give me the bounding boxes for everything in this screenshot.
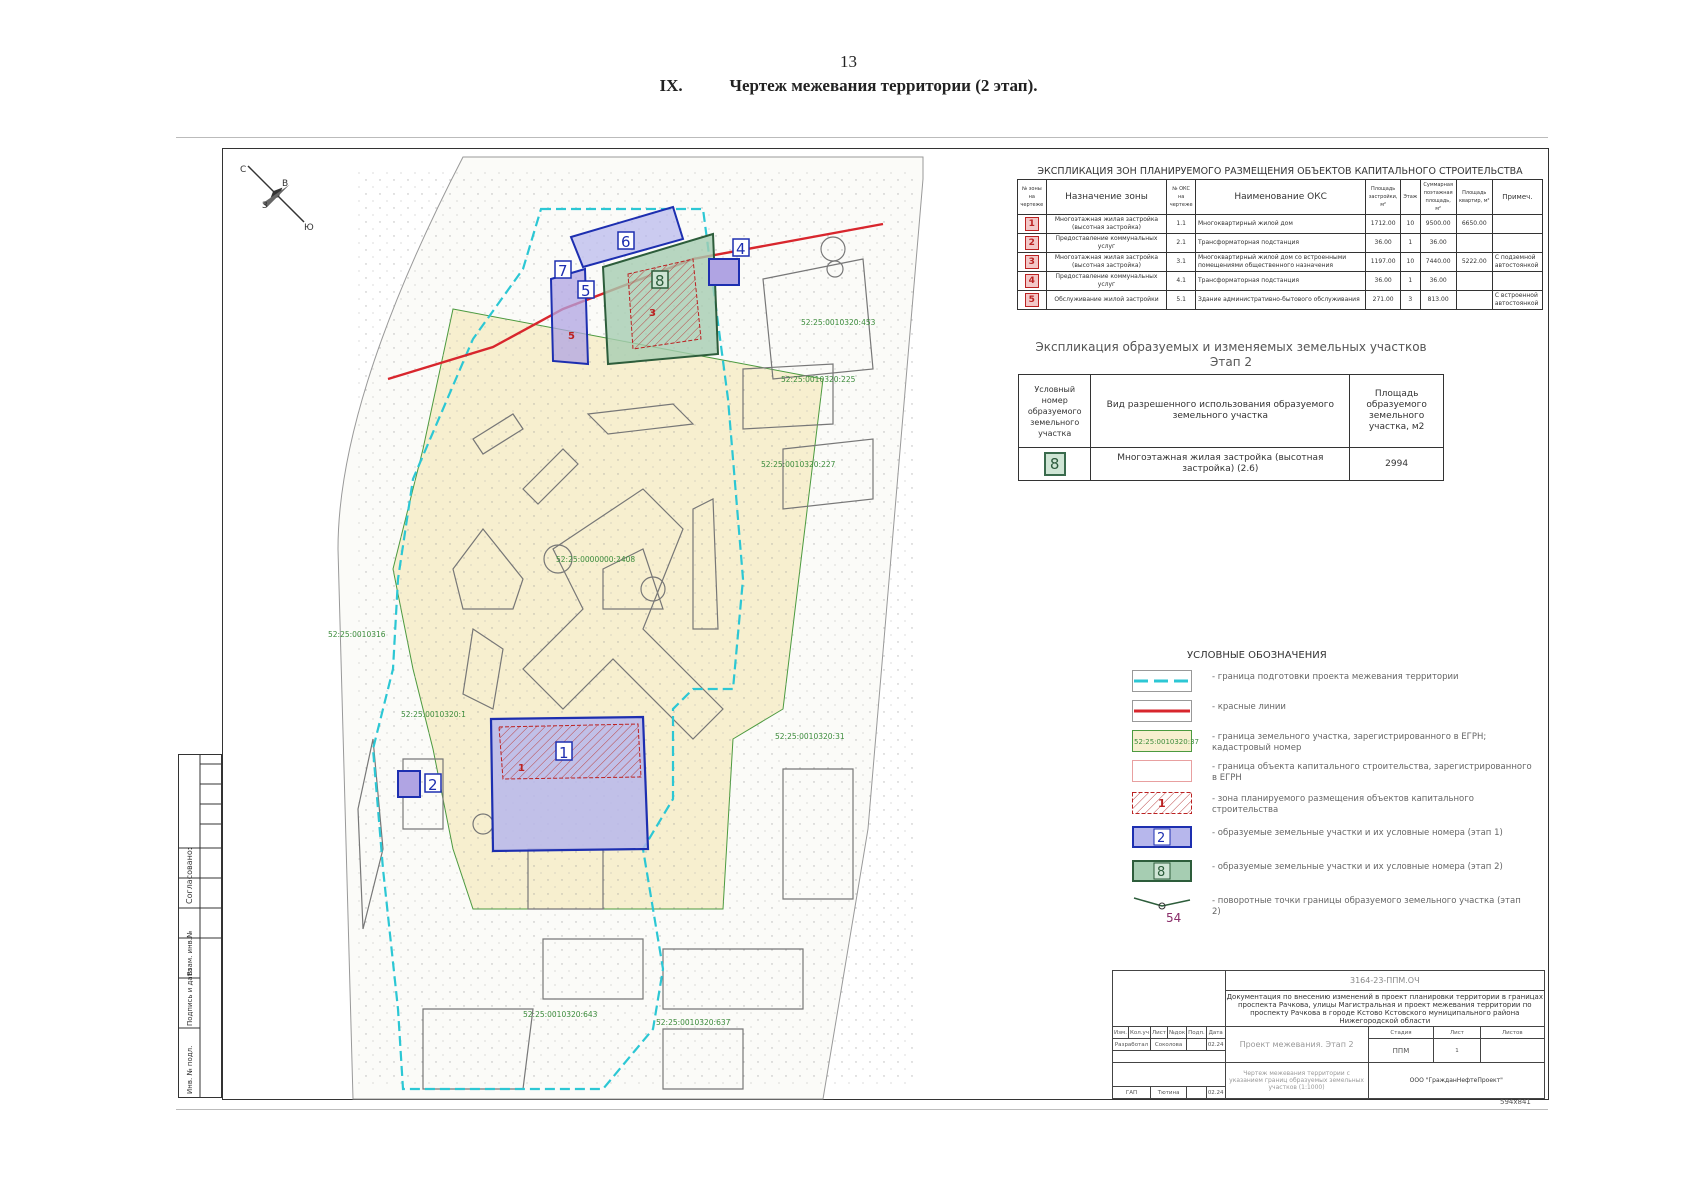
- legend-zone-sample: 1: [1158, 797, 1166, 810]
- legend-boundary-symbol: [1132, 670, 1192, 692]
- stamp-blank-row: [1113, 1051, 1226, 1063]
- th-flats: Площадь квартир, м²: [1456, 180, 1492, 215]
- legend-redline-symbol: [1132, 700, 1192, 722]
- row-oks: 5.1: [1167, 291, 1196, 310]
- row-area: 36.00: [1366, 272, 1401, 291]
- stamp-col-doc: №док: [1167, 1027, 1186, 1039]
- compass-w: З: [262, 201, 268, 211]
- legend-stage1-sample: 2: [1157, 831, 1166, 846]
- row-purpose: Многоэтажная жилая застройка (высотная застройка): [1046, 215, 1167, 234]
- stamp-date1: 02.24: [1206, 1039, 1225, 1051]
- parcel-label-8: 8: [655, 272, 665, 290]
- stamp-blank-row2: [1113, 1063, 1226, 1087]
- zone-badge: 2: [1025, 236, 1039, 250]
- stamp-blank: [1113, 971, 1226, 1027]
- row-floors: 1: [1401, 272, 1421, 291]
- zone-badge: 4: [1025, 274, 1039, 288]
- th-parcel-use: Вид разрешенного использования образуемого земельного участка: [1091, 375, 1350, 448]
- page-number: 13: [840, 52, 857, 71]
- parcel-label-2: 2: [428, 776, 438, 794]
- th-area: Площадь застройки, м²: [1366, 180, 1401, 215]
- row-note: [1492, 215, 1542, 234]
- table2-title: Экспликация образуемых и изменяемых земельных участков: [1035, 340, 1427, 354]
- parcel-label-5: 5: [581, 282, 591, 300]
- compass-n: С: [240, 165, 247, 175]
- row-total: 9500.00: [1420, 215, 1456, 234]
- row-purpose: Предоставление коммунальных услуг: [1046, 234, 1167, 253]
- row-oks: 4.1: [1167, 272, 1196, 291]
- table-row: [1018, 272, 1543, 291]
- row-oks: 3.1: [1167, 253, 1196, 272]
- table-row: [1018, 234, 1543, 253]
- stamp-col-izm: Изм.: [1113, 1027, 1129, 1039]
- table1-title: ЭКСПЛИКАЦИЯ ЗОН ПЛАНИРУЕМОГО РАЗМЕЩЕНИЯ ОБЪЕКТОВ КАПИТАЛЬНОГО СТРОИТЕЛЬСТВА: [1037, 166, 1523, 177]
- legend-point-sample: 54: [1166, 911, 1182, 925]
- stamp-description: Документация по внесению изменений в проект планировки территории в границах проспекта Рачкова, улицы Магистральная и проект межевания территории по проспекту Рачкова в городе Кстово Кстовского муниципального района Нижегородской области: [1226, 992, 1543, 1025]
- stamp-sheet: 1: [1434, 1039, 1480, 1063]
- stamp-dev-role: Разработал: [1113, 1039, 1151, 1051]
- legend-text: - граница объекта капитального строительства, зарегистрированного в ЕГРН: [1212, 762, 1532, 783]
- compass-e: В: [282, 179, 289, 189]
- row-floors: 10: [1401, 253, 1421, 272]
- stamp-stage-head: Стадия: [1368, 1027, 1434, 1039]
- cadastral-label-1: 52:25:0010320:1: [401, 710, 466, 719]
- stamp-col-sign: Подп.: [1187, 1027, 1207, 1039]
- legend-text: - образуемые земельные участки и их условные номера (этап 2): [1212, 862, 1503, 872]
- section-title: Чертеж межевания территории (2 этап).: [729, 76, 1038, 95]
- row-name: Многоквартирный жилой дом со встроенными помещениями общественного назначения: [1196, 253, 1366, 272]
- cadastral-label-31: 52:25:0010320:31: [775, 732, 845, 741]
- th-note: Примеч.: [1492, 180, 1542, 215]
- table-row: [1018, 291, 1543, 310]
- row-purpose: Предоставление коммунальных услуг: [1046, 272, 1167, 291]
- th-parcel-num: Условный номер образуемого земельного участка: [1019, 375, 1091, 448]
- stamp-gap-role: ГАП: [1113, 1087, 1151, 1099]
- cadastral-label-316: 52:25:0010316: [328, 630, 386, 639]
- row-note: [1492, 272, 1542, 291]
- row-floors: 10: [1401, 215, 1421, 234]
- zone-label-1: 1: [518, 763, 525, 774]
- row-area: 271.00: [1366, 291, 1401, 310]
- parcels-table: [1018, 374, 1444, 481]
- row-flats: [1456, 291, 1492, 310]
- side-inv-orig: Инв. № подл.: [186, 1045, 194, 1094]
- paper-size: 594х841: [1500, 1098, 1531, 1106]
- legend-stage2-sample: 8: [1157, 865, 1166, 880]
- stamp-dev-name: Соколова: [1150, 1039, 1186, 1051]
- stamp-sheet-head: Лист: [1434, 1027, 1480, 1039]
- zone-badge: 1: [1025, 217, 1039, 231]
- cadastral-label-637: 52:25:0010320:637: [656, 1018, 731, 1027]
- row-flats: [1456, 234, 1492, 253]
- stamp-sheets: [1480, 1039, 1544, 1063]
- row-flats: [1456, 272, 1492, 291]
- row-note: С встроенной автостоянкой: [1492, 291, 1542, 310]
- row-flats: 6650.00: [1456, 215, 1492, 234]
- parcel-label-4: 4: [736, 240, 746, 258]
- legend-cadastral-symbol: [1132, 730, 1199, 752]
- cadastral-label-227: 52:25:0010320:227: [761, 460, 836, 469]
- row-name: Трансформаторная подстанция: [1196, 234, 1366, 253]
- row-name: Здание административно-бытового обслуживания: [1196, 291, 1366, 310]
- section-roman: IX.: [659, 76, 683, 95]
- parcel-8-badge: 8: [1044, 452, 1066, 476]
- zone-badge: 5: [1025, 293, 1039, 307]
- th-floors: Этаж: [1401, 180, 1421, 215]
- row-floors: 1: [1401, 234, 1421, 253]
- stamp-drawing-title: Чертеж межевания территории с указанием границ образуемых земельных участков (1:1000): [1225, 1063, 1368, 1099]
- stamp-col-kol: Кол.уч: [1128, 1027, 1150, 1039]
- parcel-2-area: [398, 771, 420, 797]
- compass-rose: [240, 165, 314, 233]
- row-name: Трансформаторная подстанция: [1196, 272, 1366, 291]
- row-oks: 2.1: [1167, 234, 1196, 253]
- parcel-4-area: [709, 259, 739, 285]
- section-heading: [0, 76, 1697, 96]
- row-total: 7440.00: [1420, 253, 1456, 272]
- table2-subtitle: Этап 2: [1209, 355, 1253, 369]
- row-parcel-use: Многоэтажная жилая застройка (высотная застройка) (2.6): [1091, 448, 1350, 481]
- legend-stage1-symbol: [1132, 826, 1192, 848]
- legend-oks-symbol: [1132, 760, 1192, 782]
- row-total: 813.00: [1420, 291, 1456, 310]
- legend-title: УСЛОВНЫЕ ОБОЗНАЧЕНИЯ: [1187, 650, 1327, 661]
- th-total: Суммарная поэтажная площадь, м²: [1420, 180, 1456, 215]
- zone-badge: 3: [1025, 255, 1039, 269]
- row-area: 36.00: [1366, 234, 1401, 253]
- stamp-gap-sign: [1187, 1087, 1207, 1099]
- parcel-label-1: 1: [559, 744, 569, 762]
- stamp-doc-title: Проект межевания. Этап 2: [1225, 1027, 1368, 1063]
- stamp-dev-sign: [1187, 1039, 1207, 1051]
- row-name: Многоквартирный жилой дом: [1196, 215, 1366, 234]
- row-total: 36.00: [1420, 234, 1456, 253]
- zones-table-header: [1018, 180, 1543, 215]
- row-flats: 5222.00: [1456, 253, 1492, 272]
- bottom-rule: [176, 1109, 1548, 1110]
- row-oks: 1.1: [1167, 215, 1196, 234]
- cadastral-label-225: 52:25:0010320:225: [781, 375, 856, 384]
- legend-text: - образуемые земельные участки и их условные номера (этап 1): [1212, 828, 1503, 838]
- stamp-date2: 02.24: [1206, 1087, 1225, 1099]
- table-row: [1018, 253, 1543, 272]
- side-agreed: Согласовано:: [185, 847, 194, 904]
- cadastral-label-453: 52:25:0010320:453: [801, 318, 876, 327]
- cadastral-label-643: 52:25:0010320:643: [523, 1010, 598, 1019]
- legend-cadastral-sample: 52:25:0010320:37: [1134, 738, 1199, 746]
- row-area: 1197.00: [1366, 253, 1401, 272]
- stamp-stage: ППМ: [1368, 1039, 1434, 1063]
- table-row: [1019, 448, 1444, 481]
- side-sign-date: Подпись и дата: [186, 968, 194, 1026]
- parcels-table-header: [1019, 375, 1444, 448]
- compass-s: Ю: [304, 223, 314, 233]
- side-stamp: [178, 754, 222, 1098]
- row-note: С подземной автостоянкой: [1492, 253, 1542, 272]
- legend-text: - красные линии: [1212, 702, 1286, 712]
- th-parcel-area: Площадь образуемого земельного участка, м2: [1350, 375, 1444, 448]
- parcel-label-7: 7: [558, 262, 568, 280]
- row-total: 36.00: [1420, 272, 1456, 291]
- th-name: Наименование ОКС: [1196, 180, 1366, 215]
- legend-text: - граница земельного участка, зарегистрированного в ЕГРН; кадастровый номер: [1212, 732, 1487, 753]
- row-parcel-area: 2994: [1350, 448, 1444, 481]
- legend-text: - зона планируемого размещения объектов капитального строительства: [1212, 794, 1474, 815]
- title-block: [1112, 970, 1545, 1098]
- legend-text: - поворотные точки границы образуемого земельного участка (этап 2): [1212, 896, 1521, 917]
- legend-zone-symbol: [1132, 792, 1192, 814]
- legend-stage2-symbol: [1132, 860, 1192, 882]
- stamp-col-date: Дата: [1206, 1027, 1225, 1039]
- row-floors: 3: [1401, 291, 1421, 310]
- row-area: 1712.00: [1366, 215, 1401, 234]
- zone-label-3: 3: [649, 308, 656, 319]
- th-purpose: Назначение зоны: [1046, 180, 1167, 215]
- legend-point-symbol: [1132, 894, 1192, 926]
- cadastral-label-2408: 52:25:0000000:2408: [556, 555, 636, 564]
- stamp-sheets-head: Листов: [1480, 1027, 1544, 1039]
- row-purpose: Многоэтажная жилая застройка (высотная застройка): [1046, 253, 1167, 272]
- stamp-col-list: Лист: [1150, 1027, 1167, 1039]
- row-purpose: Обслуживание жилой застройки: [1046, 291, 1167, 310]
- side-inv-new: Взам. инв.№: [186, 930, 194, 976]
- row-note: [1492, 234, 1542, 253]
- stamp-company: ООО "ГражданНефтеПроект": [1368, 1063, 1544, 1099]
- th-zone-no: № зоны на чертеже: [1018, 180, 1047, 215]
- parcel-label-6: 6: [621, 233, 631, 251]
- th-oks-no: № ОКС на чертеже: [1167, 180, 1196, 215]
- legend-text: - граница подготовки проекта межевания территории: [1212, 672, 1459, 682]
- stamp-code: 3164-23-ППМ.ОЧ: [1225, 971, 1544, 991]
- zone-label-5: 5: [568, 331, 575, 342]
- zones-table: [1017, 179, 1543, 310]
- stamp-gap-name: Тютина: [1150, 1087, 1186, 1099]
- top-rule: [176, 137, 1548, 138]
- table-row: [1018, 215, 1543, 234]
